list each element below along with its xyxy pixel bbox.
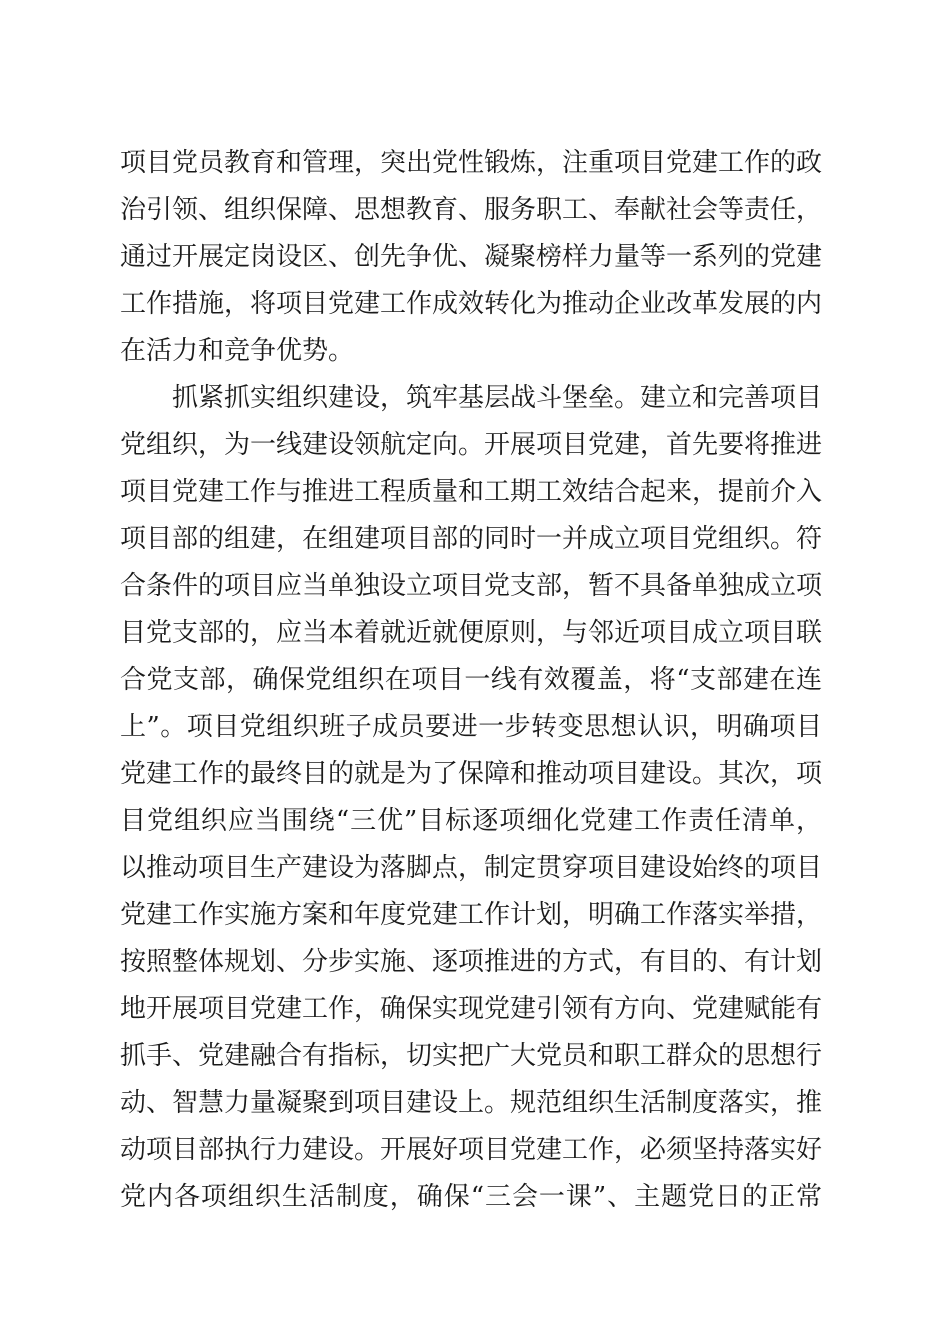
paragraph-2-line-8: 上”。项目党组织班子成员要进一步转变思想认识，明确项目 (120, 712, 822, 742)
paragraph-2-line-13: 按照整体规划、分步实施、逐项推进的方式，有目的、有计划 (120, 947, 823, 977)
paragraph-2-line-9: 党建工作的最终目的就是为了保障和推动项目建设。其次，项 (120, 759, 823, 789)
paragraph-2-line-10: 目党组织应当围绕“三优”目标逐项细化党建工作责任清单， (120, 806, 822, 836)
paragraph-2-line-6: 目党支部的，应当本着就近就便原则，与邻近项目成立项目联 (120, 618, 823, 648)
paragraph-2-line-14: 地开展项目党建工作，确保实现党建引领有方向、党建赋能有 (120, 994, 823, 1024)
paragraph-2-line-1: 抓紧抓实组织建设，筑牢基层战斗堡垒。建立和完善项目 (172, 383, 823, 413)
paragraph-2-line-17: 动项目部执行力建设。开展好项目党建工作，必须坚持落实好 (120, 1135, 823, 1165)
paragraph-2-line-12: 党建工作实施方案和年度党建工作计划，明确工作落实举措， (120, 900, 823, 930)
paragraph-2-line-16: 动、智慧力量凝聚到项目建设上。规范组织生活制度落实，推 (120, 1088, 823, 1118)
paragraph-2-line-15: 抓手、党建融合有指标，切实把广大党员和职工群众的思想行 (120, 1041, 823, 1071)
paragraph-2-line-11: 以推动项目生产建设为落脚点，制定贯穿项目建设始终的项目 (120, 853, 823, 883)
paragraph-2-line-2: 党组织，为一线建设领航定向。开展项目党建，首先要将推进 (120, 430, 823, 460)
paragraph-1-line-3: 通过开展定岗设区、创先争优、凝聚榜样力量等一系列的党建 (120, 242, 823, 272)
paragraph-2-line-18: 党内各项组织生活制度，确保“三会一课”、主题党日的正常 (120, 1182, 822, 1212)
paragraph-2-line-3: 项目党建工作与推进工程质量和工期工效结合起来，提前介入 (120, 477, 823, 507)
paragraph-1-line-1: 项目党员教育和管理，突出党性锻炼，注重项目党建工作的政 (120, 148, 823, 178)
paragraph-2-line-4: 项目部的组建，在组建项目部的同时一并成立项目党组织。符 (120, 524, 823, 554)
body-text (120, 140, 822, 1221)
paragraph-1-line-5: 在活力和竞争优势。 (120, 336, 355, 366)
paragraph-2-line-7: 合党支部，确保党组织在项目一线有效覆盖，将“支部建在连 (120, 665, 822, 695)
paragraph-1-line-4: 工作措施，将项目党建工作成效转化为推动企业改革发展的内 (120, 289, 823, 319)
paragraph-1-line-2: 治引领、组织保障、思想教育、服务职工、奉献社会等责任， (120, 195, 823, 225)
paragraph-2-line-5: 合条件的项目应当单独设立项目党支部，暂不具备单独成立项 (120, 571, 823, 601)
